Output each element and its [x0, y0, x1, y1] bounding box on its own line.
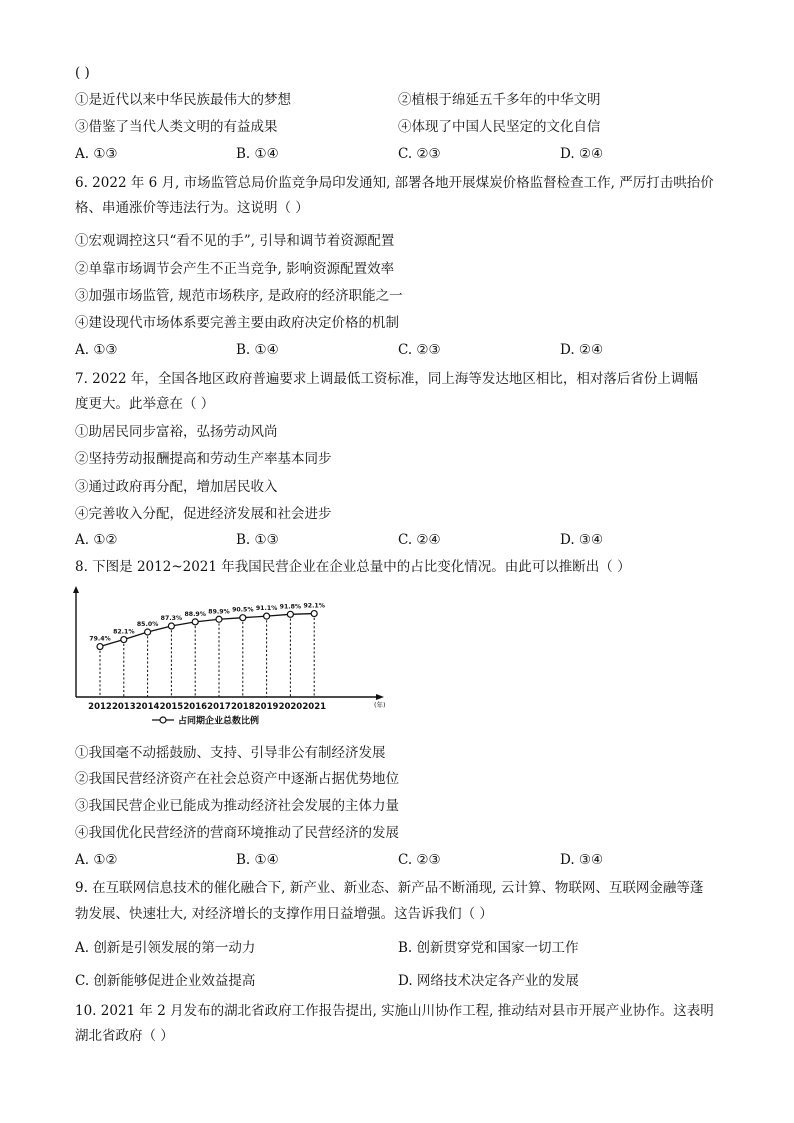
- q7-option-d[interactable]: D. ③④: [560, 532, 604, 548]
- chart-axes: [73, 586, 386, 709]
- q5-statement-3: ③借鉴了当代人类文明的有益成果: [75, 119, 278, 135]
- chart-point: [192, 619, 198, 625]
- chart-data-label: 92.1%: [303, 602, 325, 610]
- chart-point: [97, 644, 103, 650]
- q7-option-a[interactable]: A. ①②: [75, 532, 118, 548]
- q5-blank: ( ): [75, 65, 90, 81]
- q6-statement-4: ④建设现代市场体系要完善主要由政府决定价格的机制: [75, 315, 399, 331]
- q5-statement-4: ④体现了中国人民坚定的文化自信: [398, 119, 601, 135]
- chart-point: [311, 611, 317, 617]
- chart-x-tick-label: 2019: [254, 702, 279, 712]
- chart-data-label: 88.9%: [184, 610, 206, 618]
- q7-statement-3: ③通过政府再分配，增加居民收入: [75, 479, 278, 495]
- q8-option-c[interactable]: C. ②③: [398, 852, 441, 868]
- q8-stem: 8. 下图是 2012~2021 年我国民营企业在企业总量中的占比变化情况。由此可以推断出（ ）: [75, 559, 631, 575]
- q6-statement-3: ③加强市场监管, 规范市场秩序, 是政府的经济职能之一: [75, 288, 403, 304]
- q5-option-d[interactable]: D. ②④: [560, 146, 604, 162]
- chart-x-axis-arrow: [376, 694, 384, 700]
- q9-stem-line-1: 9. 在互联网信息技术的催化融合下, 新产业、新业态、新产品不断涌现, 云计算、物联网、互联网金融等蓬: [75, 880, 704, 896]
- chart-x-tick-label: 2021: [302, 702, 327, 712]
- q7-option-c[interactable]: C. ②④: [398, 532, 441, 548]
- q9-option-d[interactable]: D. 网络技术决定各产业的发展: [398, 973, 579, 989]
- chart-x-tick-label: 2015: [159, 702, 184, 712]
- chart-data-label: 87.3%: [160, 615, 183, 623]
- q7-stem-line-2: 度更大。此举意在（ ）: [75, 396, 215, 412]
- chart-point: [240, 615, 246, 621]
- q8-option-d[interactable]: D. ③④: [560, 852, 604, 868]
- q9-stem-line-2: 勃发展、快速壮大, 对经济增长的支撑作用日益增强。这告诉我们（ ）: [75, 906, 493, 922]
- chart-drop-lines: [100, 614, 314, 697]
- chart-data-label: 91.1%: [255, 605, 278, 613]
- chart-point: [168, 623, 174, 629]
- chart-point: [264, 613, 270, 619]
- q9-option-c[interactable]: C. 创新能够促进企业效益提高: [75, 973, 256, 989]
- chart-point: [216, 616, 222, 622]
- q9-option-a[interactable]: A. 创新是引领发展的第一动力: [75, 940, 256, 956]
- chart-x-unit: (年): [374, 701, 386, 709]
- q8-statement-3: ③我国民营企业已能成为推动经济社会发展的主体力量: [75, 798, 399, 814]
- chart-x-tick-labels: [88, 702, 326, 712]
- q5-statement-2: ②植根于绵延五千多年的中华文明: [398, 92, 601, 108]
- q8-option-a[interactable]: A. ①②: [75, 852, 118, 868]
- chart-point: [145, 629, 151, 635]
- q7-statement-4: ④完善收入分配，促进经济发展和社会进步: [75, 506, 332, 522]
- q10-stem-line-1: 10. 2021 年 2 月发布的湖北省政府工作报告提出, 实施山川协作工程, 推动结对县市开展产业协作。这表明: [75, 1003, 714, 1019]
- chart-legend-label: 占同期企业总数比例: [178, 716, 260, 727]
- q6-option-d[interactable]: D. ②④: [560, 342, 604, 358]
- q8-statement-1: ①我国毫不动摇鼓励、支持、引导非公有制经济发展: [75, 745, 386, 761]
- q6-stem-line-2: 格、串通涨价等违法行为。这说明（ ）: [75, 200, 309, 216]
- q8-statement-4: ④我国优化民营经济的营商环境推动了民营经济的发展: [75, 825, 399, 841]
- q6-option-c[interactable]: C. ②③: [398, 342, 441, 358]
- private-enterprise-share-chart: [62, 585, 392, 735]
- q7-statement-1: ①助居民同步富裕，弘扬劳动风尚: [75, 424, 278, 440]
- q6-option-b[interactable]: B. ①④: [236, 342, 279, 358]
- q5-option-c[interactable]: C. ②③: [398, 146, 441, 162]
- chart-legend-marker: [160, 717, 166, 723]
- q6-stem-line-1: 6. 2022 年 6 月, 市场监管总局价监竞争局印发通知, 部署各地开展煤炭价格监督检查工作, 严厉打击哄抬价: [75, 175, 714, 191]
- q6-statement-2: ②单靠市场调节会产生不正当竞争, 影响资源配置效率: [75, 261, 395, 277]
- q6-option-a[interactable]: A. ①③: [75, 342, 118, 358]
- q7-option-b[interactable]: B. ①③: [236, 532, 279, 548]
- q6-statement-1: ①宏观调控这只“看不见的手”, 引导和调节着资源配置: [75, 233, 395, 249]
- q5-option-b[interactable]: B. ①④: [236, 146, 279, 162]
- chart-x-tick-label: 2012: [88, 702, 112, 712]
- q5-statement-1: ①是近代以来中华民族最伟大的梦想: [75, 92, 291, 108]
- chart-legend: [152, 715, 259, 727]
- chart-y-axis-arrow: [73, 586, 79, 593]
- chart-data-label: 90.5%: [232, 606, 254, 614]
- chart-x-tick-label: 2020: [278, 702, 303, 712]
- chart-data-label: 85.0%: [136, 621, 159, 628]
- q5-option-a[interactable]: A. ①③: [75, 146, 118, 162]
- chart-x-tick-label: 2016: [183, 702, 208, 712]
- q8-option-b[interactable]: B. ①④: [236, 852, 279, 868]
- q7-stem-line-1: 7. 2022 年，全国各地区政府普遍要求上调最低工资标准，同上海等发达地区相比，相对落后省份上调幅: [75, 371, 698, 387]
- chart-x-tick-label: 2018: [230, 702, 255, 712]
- chart-x-tick-label: 2017: [207, 702, 231, 712]
- chart-data-label: 91.8%: [279, 603, 302, 611]
- chart-point: [287, 611, 293, 617]
- q7-statement-2: ②坚持劳动报酬提高和劳动生产率基本同步: [75, 451, 332, 467]
- chart-point: [121, 637, 127, 643]
- q9-option-b[interactable]: B. 创新贯穿党和国家一切工作: [398, 940, 579, 956]
- chart-data-label: 82.1%: [113, 628, 135, 636]
- q8-statement-2: ②我国民营经济资产在社会总资产中逐渐占据优势地位: [75, 771, 399, 787]
- chart-x-tick-label: 2013: [111, 702, 136, 712]
- q10-stem-line-2: 湖北省政府（ ）: [75, 1028, 174, 1044]
- chart-data-label: 89.9%: [208, 608, 230, 616]
- chart-x-tick-label: 2014: [135, 702, 160, 712]
- chart-data-label: 79.4%: [89, 635, 111, 643]
